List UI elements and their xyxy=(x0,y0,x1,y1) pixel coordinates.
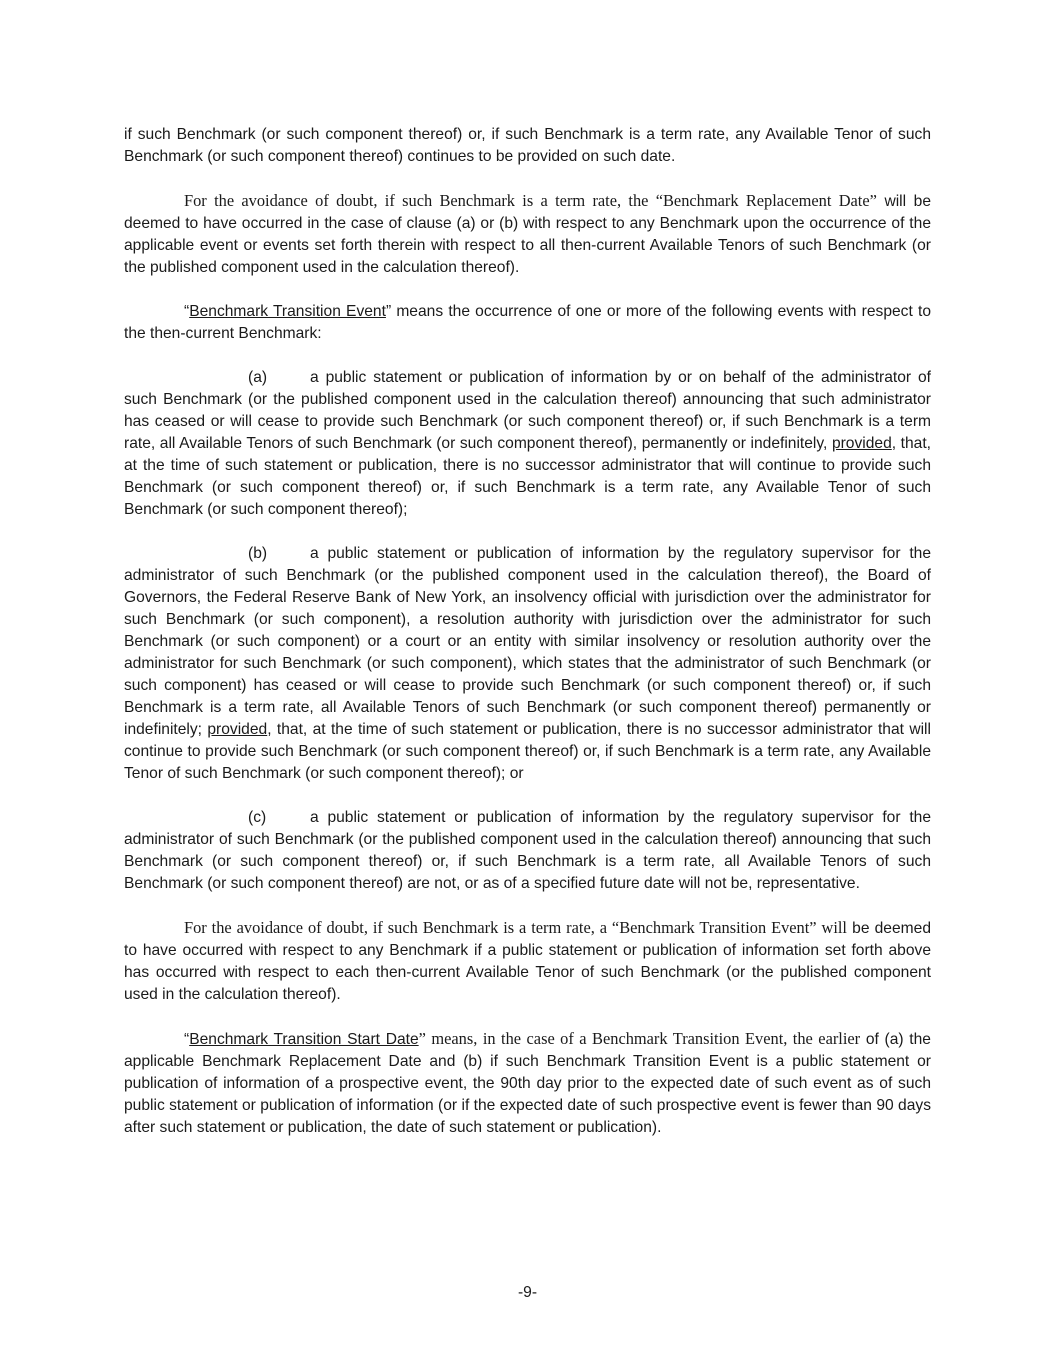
document-page xyxy=(124,124,931,1161)
definition-text: of (a) the applicable Benchmark Replacement Date and (b) if such Benchmark Transition Event is a public statement or publication of information of a prospective event, the 90th day prior to the expected date of such event as of such public statement or publication of information (or if the expected date of such prospective event is fewer than 90 days after such statement or publication, the date of such statement or publication). xyxy=(124,1031,931,1136)
definition-serif-text: ” means, in the case of a Benchmark Transition Event, the earlier xyxy=(418,1029,861,1048)
clause-c xyxy=(124,807,931,895)
paragraph-replacement-date-avoidance xyxy=(124,190,931,279)
open-quote: “ xyxy=(184,303,190,320)
definition-text: ” means the occurrence of one or more of the following events with respect to the then-current Benchmark: xyxy=(124,303,931,342)
provided-term: provided xyxy=(831,435,892,452)
clause-text: , that, at the time of such statement or publication, there is no successor administrator that will continue to provide such Benchmark (or such component thereof) or, if such Benchmark is a term rate, any Available Tenor of such Benchmark (or such component thereof); or xyxy=(124,721,931,782)
defined-term: Benchmark Transition Event xyxy=(189,303,386,320)
clause-label: (b) xyxy=(248,545,268,562)
clause-b xyxy=(124,543,931,785)
paragraph-text: if such Benchmark (or such component thereof) or, if such Benchmark is a term rate, any Available Tenor of such Benchmark (or such component thereof) continues to be provided on such date. xyxy=(124,126,931,165)
clause-text: a public statement or publication of information by the regulatory supervisor for the administrator of such Benchmark (or the published component used in the calculation thereof) announcing that such Benchmark (or such component thereof) or, if such Benchmark is a term rate, all Available Tenors of such Benchmark (or such component thereof) are not, or as of a specified future date will not be, representative. xyxy=(124,809,931,892)
definition-benchmark-transition-start-date xyxy=(124,1028,931,1139)
open-quote: “ xyxy=(184,1031,190,1048)
clause-label: (c) xyxy=(248,809,267,826)
provided-term: provided xyxy=(207,721,268,738)
paragraph-available-tenor-continuation xyxy=(124,124,931,168)
paragraph-serif-text: For the avoidance of doubt, if such Benchmark is a term rate, a “Benchmark Transition Event” will xyxy=(184,918,847,937)
paragraph-text: will be deemed to have occurred in the case of clause (a) or (b) with respect to any Benchmark upon the occurrence of the applicable event or events set forth therein with respect to all then-current Available Tenors of such Benchmark (or the published component used in the calculation thereof). xyxy=(124,193,931,276)
paragraph-transition-event-avoidance xyxy=(124,917,931,1006)
page-number: -9- xyxy=(517,1284,538,1301)
clause-text: , that, at the time of such statement or publication, there is no successor administrator that will continue to provide such Benchmark (or such component thereof) or, if such Benchmark is a term rate, any Available Tenor of such Benchmark (or such component thereof); xyxy=(124,435,932,518)
definition-benchmark-transition-event xyxy=(124,301,931,345)
paragraph-text: be deemed to have occurred with respect to any Benchmark if a public statement or publication of information set forth above has occurred with respect to each then-current Available Tenor of such Benchmark (or the published component used in the calculation thereof). xyxy=(124,920,931,1003)
clause-a xyxy=(124,367,931,521)
clause-text: a public statement or publication of information by or on behalf of the administrator of such Benchmark (or the published component used in the calculation thereof) announcing that such administrator has ceased or will cease to provide such Benchmark (or such component thereof) or, if such Benchmark is a term rate, all Available Tenors of such Benchmark (or such component thereof), permanently or indefinitely, xyxy=(124,369,931,452)
clause-label: (a) xyxy=(248,369,268,386)
paragraph-serif-text: For the avoidance of doubt, if such Benchmark is a term rate, the “Benchmark Replacement Date” xyxy=(184,191,877,210)
clause-text: a public statement or publication of information by the regulatory supervisor for the administrator of such Benchmark (or the published component used in the calculation thereof), the Board of Governors, the Federal Reserve Bank of New York, an insolvency official with jurisdiction over the administrator for such Benchmark (or such component), a resolution authority with jurisdiction over the administrator for such Benchmark (or such component) or a court or an entity with similar insolvency or resolution authority over the administrator for such Benchmark (or such component), which states that the administrator of such Benchmark (or such component) has ceased or will cease to provide such Benchmark (or such component thereof) or, if such Benchmark is a term rate, all Available Tenors of such Benchmark (or such component thereof) permanently or indefinitely; xyxy=(124,545,931,738)
defined-term: Benchmark Transition Start Date xyxy=(189,1031,419,1048)
